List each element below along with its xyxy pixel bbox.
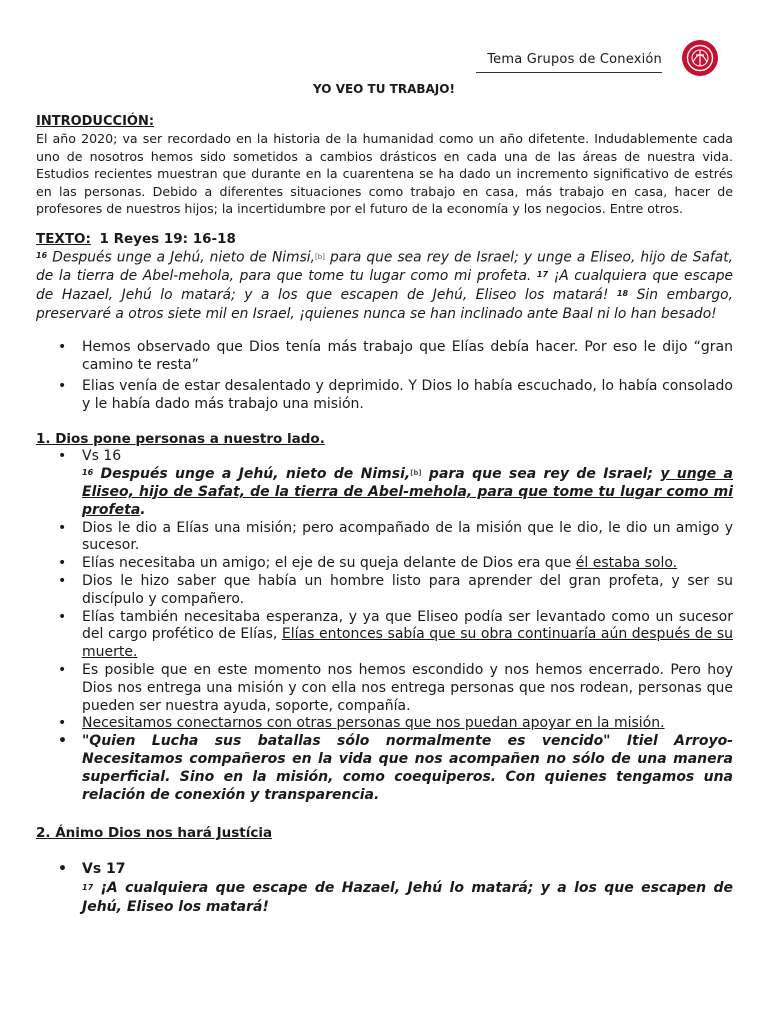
list-item — [36, 860, 733, 917]
verse-number: 16 — [82, 468, 94, 478]
list-item — [36, 609, 733, 662]
footnote-marker: [b] — [315, 252, 325, 261]
verse-number: 16 — [36, 250, 48, 260]
verse-18-text: Sin embargo, preservaré a otros siete mil en Israel, ¡quienes nunca se han inclinado ante Baal ni lo han besado! — [36, 286, 733, 322]
section-2-heading: 2. Ánimo Dios nos hará Justícia — [36, 825, 273, 842]
scripture-passage — [36, 248, 733, 324]
texto-label: TEXTO: — [36, 230, 91, 247]
verse-number: 17 — [536, 270, 549, 280]
scripture-reference — [36, 230, 733, 248]
section-2-list — [36, 860, 733, 917]
list-item: • Hemos observado que Dios tenía más trabajo que Elías debía hacer. Por eso le dijo “gran camino te resta” — [36, 338, 733, 375]
list-item — [36, 448, 733, 520]
verse-number: 17 — [82, 883, 94, 893]
page-header — [36, 38, 732, 82]
verse-16-text-b: para que sea rey de Israel; y unge a Eliseo, hijo de Safat, de la tierra de Abel-mehola, para que tome tu lugar como mi profeta. — [36, 249, 734, 285]
verse-text: ¡A cualquiera que escape de Hazael, Jehú lo matará; y a los que escapen de Jehú, Eliseo los matará! — [82, 880, 734, 916]
verse-17-text: ¡A cualquiera que escape de Hazael, Jehú lo matará; y a los que escapen de Jehú, Eliseo los matará! — [36, 268, 734, 303]
list-item-text: Elías necesitaba un amigo; el eje de su queja delante de Dios era que — [82, 555, 576, 572]
verse-number: 18 — [616, 288, 629, 298]
church-logo-icon — [680, 38, 720, 78]
list-item: • Es posible que en este momento nos hemos escondido y nos hemos encerrado. Pero hoy Dios nos entrega una misión y con ella nos entrega personas que nos rodean, personas que pueden ser nuestra ayuda, soporte, compañía. — [36, 662, 733, 715]
observations-list — [36, 338, 733, 414]
document-title: YO VEO TU TRABAJO! — [313, 82, 455, 96]
document-body — [36, 114, 733, 917]
footnote-marker: [b] — [410, 469, 422, 478]
verse-end: . — [140, 501, 146, 518]
intro-heading: INTRODUCCIÓN: — [36, 114, 155, 129]
verse-text-a: Después unge a Jehú, nieto de Nimsi, — [100, 466, 411, 483]
list-item-text: Elías también necesitaba esperanza, y ya que Eliseo podía ser levantado como un sucesor del cargo profético de Elías, — [82, 608, 733, 643]
list-item: • Necesitamos conectarnos con otras personas que nos puedan apoyar en la misión. — [36, 715, 733, 733]
list-item: • Dios le dio a Elías una misión; pero acompañado de la misión que le dio, le dio un amigo y sucesor. — [36, 520, 733, 556]
list-item: • "Quien Lucha sus batallas sólo normalmente es vencido" Itiel Arroyo- Necesitamos compañeros en la vida que nos acompañen no sólo de una manera superficial. Sino en la misión, como coequiperos. Con quienes tengamos una relación de conexión y transparencia. — [36, 733, 733, 804]
verse-text-b: para que sea rey de Israel; — [421, 466, 661, 483]
list-item — [36, 555, 733, 573]
texto-reference: 1 Reyes 19: 16-18 — [99, 230, 236, 247]
list-item: • Elias venía de estar desalentado y deprimido. Y Dios lo había escuchado, lo había consolado y le había dado más trabajo una misión. — [36, 377, 733, 414]
section-2-verse — [82, 880, 733, 915]
verse-text-underlined: y unge a Eliseo, hijo de Safat, de la tierra de Abel-mehola, para que tome tu lugar como mi profeta — [82, 466, 733, 518]
section-1-list — [36, 448, 733, 805]
list-item-underlined: él estaba solo. — [575, 555, 678, 572]
list-item-underlined: Elías entonces sabía que su obra continuaría aún después de su muerte. — [82, 626, 733, 661]
header-title: Tema Grupos de Conexión — [487, 52, 662, 67]
section-1-verse — [82, 466, 733, 518]
vs-label: Vs 16 — [82, 447, 122, 464]
list-item: • Dios le hizo saber que había un hombre listo para aprender del gran profeta, y ser su discípulo y compañero. — [36, 573, 733, 609]
section-1-heading: 1. Dios pone personas a nuestro lado. — [36, 430, 325, 447]
intro-paragraph: El año 2020; va ser recordado en la historia de la humanidad como un año difetente. Indudablemente cada uno de nosotros hemos sido sometidos a cambios drásticos en cada una de las áreas de nuestra vida. Estudios recientes muestran que durante en la cuarentena se ha dado un incremento significativo de estrés en las personas. Debido a diferentes situaciones como trabajo en casa, más trabajo en casa, hacer de profesores de nuestros hijos; la incertidumbre por el futuro de la economía y los negocios. Entre otros. — [36, 131, 733, 217]
header-rule — [476, 72, 662, 73]
verse-16-text-a: Después unge a Jehú, nieto de Nimsi, — [52, 249, 315, 266]
vs-label: Vs 17 — [82, 861, 126, 878]
